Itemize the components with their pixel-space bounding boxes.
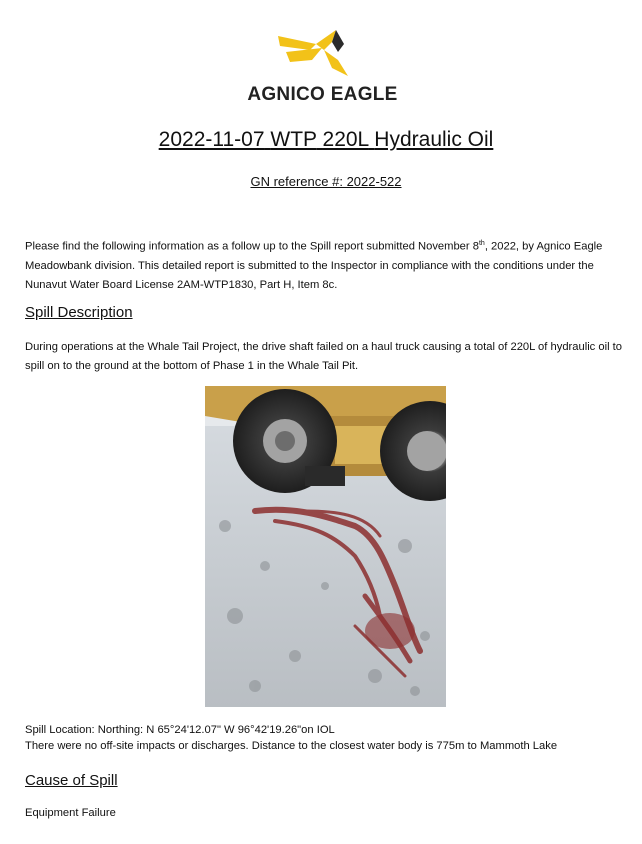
title-date: 2022-11-07 xyxy=(158,128,265,151)
intro-paragraph xyxy=(25,234,635,295)
spill-description-heading: Spill Description xyxy=(25,304,133,321)
title-volume: 220L xyxy=(322,128,369,151)
spill-photo xyxy=(205,386,446,707)
title-substance: Hydraulic Oil xyxy=(374,128,494,151)
page-title xyxy=(0,128,642,152)
brand-name: AGNICO EAGLE xyxy=(247,84,398,105)
cause-heading: Cause of Spill xyxy=(25,772,118,789)
gn-reference: GN reference #: 2022-522 xyxy=(250,174,402,189)
eagle-logo-icon xyxy=(276,26,354,78)
spill-impact-statement: There were no off-site impacts or discharges. Distance to the closest water body is 775m to Mammoth Lake xyxy=(25,740,558,752)
company-logo xyxy=(240,26,405,108)
intro-text-start: Please find the following information as a follow up to the Spill report submitted November 8 xyxy=(25,240,479,253)
intro-text-end: , 2022, by Agnico Eagle Meadowbank division. This detailed report is submitted to the Inspector in compliance with the conditions under the Nunavut Water Board License 2AM-WTP1830, Part H, Item 8c. xyxy=(25,240,603,291)
spill-location-coordinates: Spill Location: Northing: N 65°24'12.07" W 96°42'19.26"on IOL xyxy=(25,724,335,736)
title-site: WTP xyxy=(270,128,317,151)
spill-description-text: During operations at the Whale Tail Project, the drive shaft failed on a haul truck causing a total of 220L of hydraulic oil to spill on to the ground at the bottom of Phase 1 in the Whale Tail Pit. xyxy=(25,341,623,372)
cause-text: Equipment Failure xyxy=(25,807,116,819)
spill-location xyxy=(25,722,640,754)
intro-superscript: th xyxy=(478,240,485,247)
spill-photo-icon xyxy=(205,386,446,707)
